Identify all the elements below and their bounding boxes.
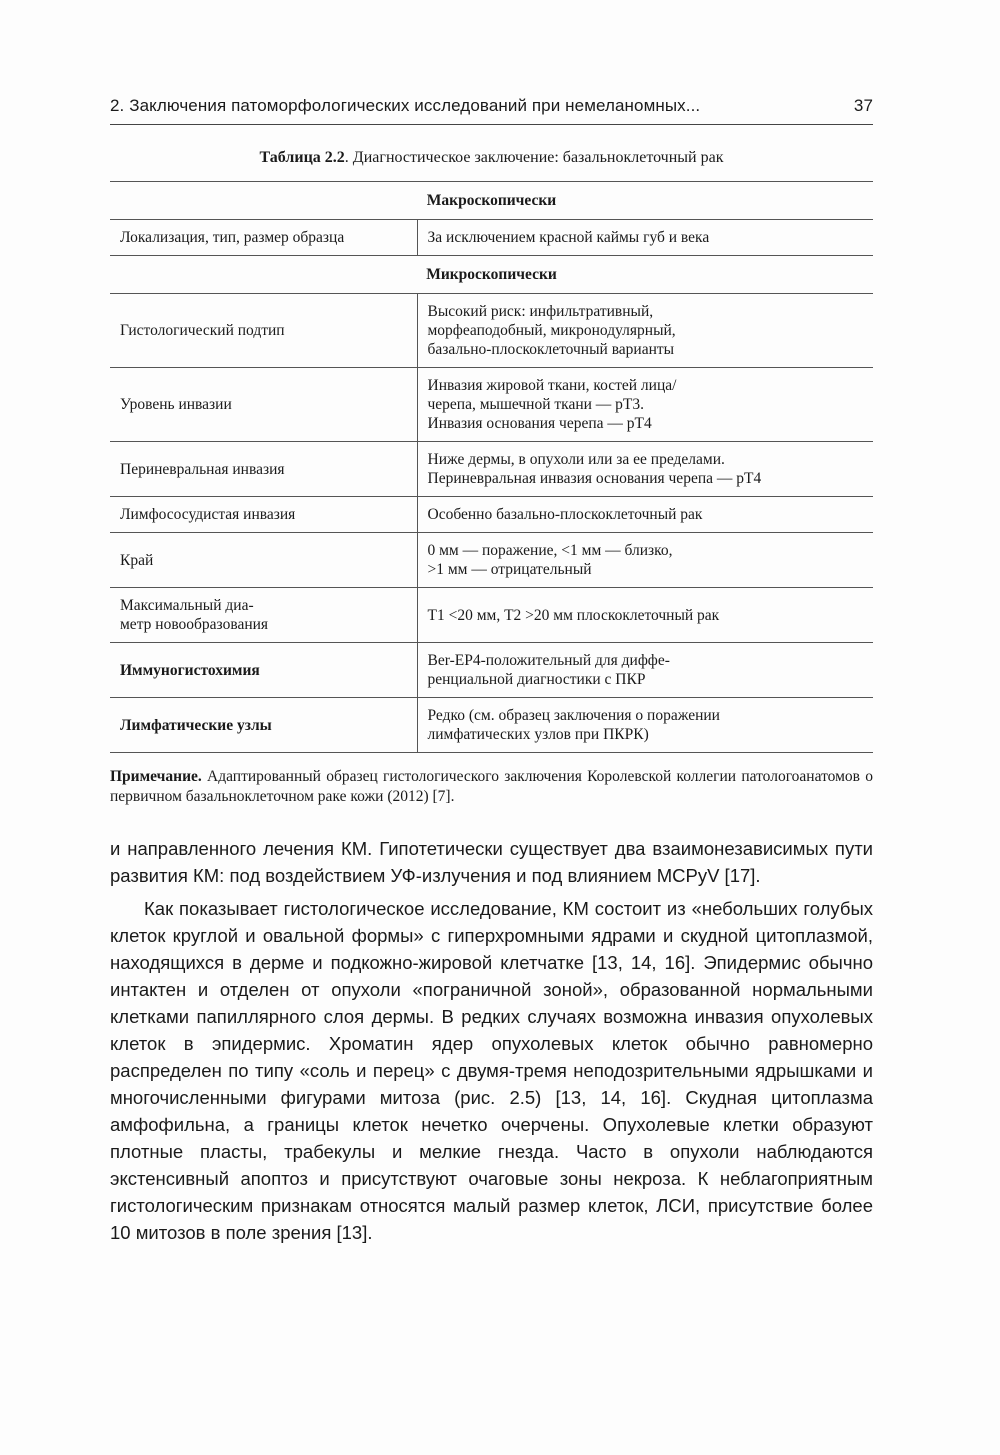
table-row-value-line: Редко (см. образец заключения о поражении — [427, 707, 720, 724]
table-row-label — [110, 698, 417, 753]
table-row-value-line: Инвазия основания черепа — pT4 — [427, 415, 652, 432]
table-section-title: Макроскопически — [426, 192, 557, 209]
table-row-label — [110, 643, 417, 698]
table-row-label-line: Край — [120, 551, 154, 569]
running-header — [110, 96, 873, 125]
book-page — [110, 96, 873, 1246]
table-caption-label: Таблица 2.2 — [259, 149, 345, 166]
table-section-row — [110, 256, 873, 294]
table-row-value — [417, 442, 873, 497]
table-row — [110, 442, 873, 497]
table-row-label-line: Иммуногистохимия — [120, 661, 260, 679]
table-row-value — [417, 588, 873, 643]
table-row — [110, 294, 873, 368]
table-row-value-line: базально-плоскоклеточный варианты — [427, 341, 675, 358]
table-row-value — [417, 643, 873, 698]
table-row-value — [417, 368, 873, 442]
table-row — [110, 698, 873, 753]
table-row-label-line: метр новообразования — [120, 616, 269, 633]
table-section-title: Микроскопически — [426, 266, 557, 283]
table-row-label — [110, 294, 417, 368]
table-row-value-line: T1 <20 мм, T2 >20 мм плоскоклеточный рак — [427, 606, 720, 624]
table-row-label — [110, 220, 417, 256]
table-caption — [110, 149, 873, 167]
diagnostic-table-body — [110, 182, 873, 753]
table-note-text: Адаптированный образец гистологического заключения Королевской коллегии патологоанатомов о первичном базальноклеточном раке кожи (2012) [7]. — [110, 768, 873, 805]
table-row-label-line: Периневральная инвазия — [120, 460, 285, 478]
table-row-value-line: Периневральная инвазия основания черепа — pT4 — [427, 470, 762, 487]
table-row — [110, 368, 873, 442]
table-row-value-line: Ниже дермы, в опухоли или за ее пределами. — [427, 451, 725, 468]
body-text — [110, 835, 873, 1246]
chapter-title: 2. Заключения патоморфологических исследований при немеланомных... — [110, 96, 701, 115]
table-row-value — [417, 533, 873, 588]
table-row-value-line: ренциальной диагностики с ПКР — [427, 671, 646, 688]
table-row-label-line: Лимфососудистая инвазия — [120, 506, 296, 523]
table-row-value-line: Высокий риск: инфильтративный, — [427, 303, 654, 320]
table-row-value — [417, 497, 873, 533]
table-row-value-line: Особенно базально-плоскоклеточный рак — [427, 506, 703, 523]
page-number: 37 — [853, 96, 873, 115]
table-row-value-line: морфеаподобный, микронодулярный, — [427, 322, 676, 339]
table-note-label: Примечание. — [110, 768, 202, 785]
table-row-label-line: Гистологический подтип — [120, 322, 285, 339]
table-row-value-line: >1 мм — отрицательный — [427, 561, 592, 578]
table-row-value — [417, 294, 873, 368]
table-row-label-line: Лимфатические узлы — [120, 716, 272, 734]
table-row-value-line: лимфатических узлов при ПКРК) — [427, 726, 649, 743]
table-caption-text: . Диагностическое заключение: базальноклеточный рак — [344, 149, 724, 166]
body-paragraph: Как показывает гистологическое исследование, КМ состоит из «небольших голубых клеток круглой и овальной формы» с гиперхромными ядрами и скудной цитоплазмой, находящихся в дерме и подкожно-жировой клетчатке [13, 14, 16]. Эпидермис обычно интактен и отделен от опухоли «пограничной зоной», образованной нормальными клетками папиллярного слоя дермы. В редких случаях возможна инвазия опухолевых клеток в эпидермис. Хроматин ядер опухолевых клеток обычно равномерно распределен по типу «соль и перец» с двумя-тремя неподозрительными ядрышками и многочисленными фигурами митоза (рис. 2.5) [13, 14, 16]. Скудная цитоплазма амфофильна, а границы клеток нечетко очерчены. Опухолевые клетки образуют плотные пласты, трабекулы и мелкие гнезда. Часто в опухоли наблюдаются экстенсивный апоптоз и присутствуют очаговые зоны некроза. К неблагоприятным гистологическим признакам относятся малый размер клеток, ЛСИ, присутствие более 10 митозов в поле зрения [13]. — [110, 898, 873, 1243]
table-row-value-line: Инвазия жировой ткани, костей лица/ — [427, 377, 677, 394]
table-row — [110, 643, 873, 698]
table-row — [110, 220, 873, 256]
table-row — [110, 588, 873, 643]
diagnostic-table — [110, 181, 873, 753]
table-row-label — [110, 533, 417, 588]
table-note — [110, 767, 873, 807]
table-row-label-line: Уровень инвазии — [120, 396, 232, 413]
table-row — [110, 533, 873, 588]
table-row-label-line: Максимальный диа- — [120, 597, 254, 614]
table-section-row — [110, 182, 873, 220]
table-row-value-line: 0 мм — поражение, <1 мм — близко, — [427, 542, 673, 559]
table-row-value — [417, 220, 873, 256]
table-row-value-line: черепа, мышечной ткани — pT3. — [427, 396, 645, 413]
table-row-label-line: Локализация, тип, размер образца — [120, 229, 345, 246]
body-paragraph: и направленного лечения КМ. Гипотетически существует два взаимонезависимых пути развития КМ: под воздействием УФ-излучения и под влиянием MCPyV [17]. — [110, 838, 873, 886]
table-row-value-line: Ber-EP4-положительный для диффе- — [427, 652, 670, 669]
table-row-label — [110, 442, 417, 497]
table-row-label — [110, 588, 417, 643]
table-row-label — [110, 368, 417, 442]
table-row-label — [110, 497, 417, 533]
table-row-value — [417, 698, 873, 753]
table-row-value-line: За исключением красной каймы губ и века — [427, 229, 710, 246]
table-row — [110, 497, 873, 533]
